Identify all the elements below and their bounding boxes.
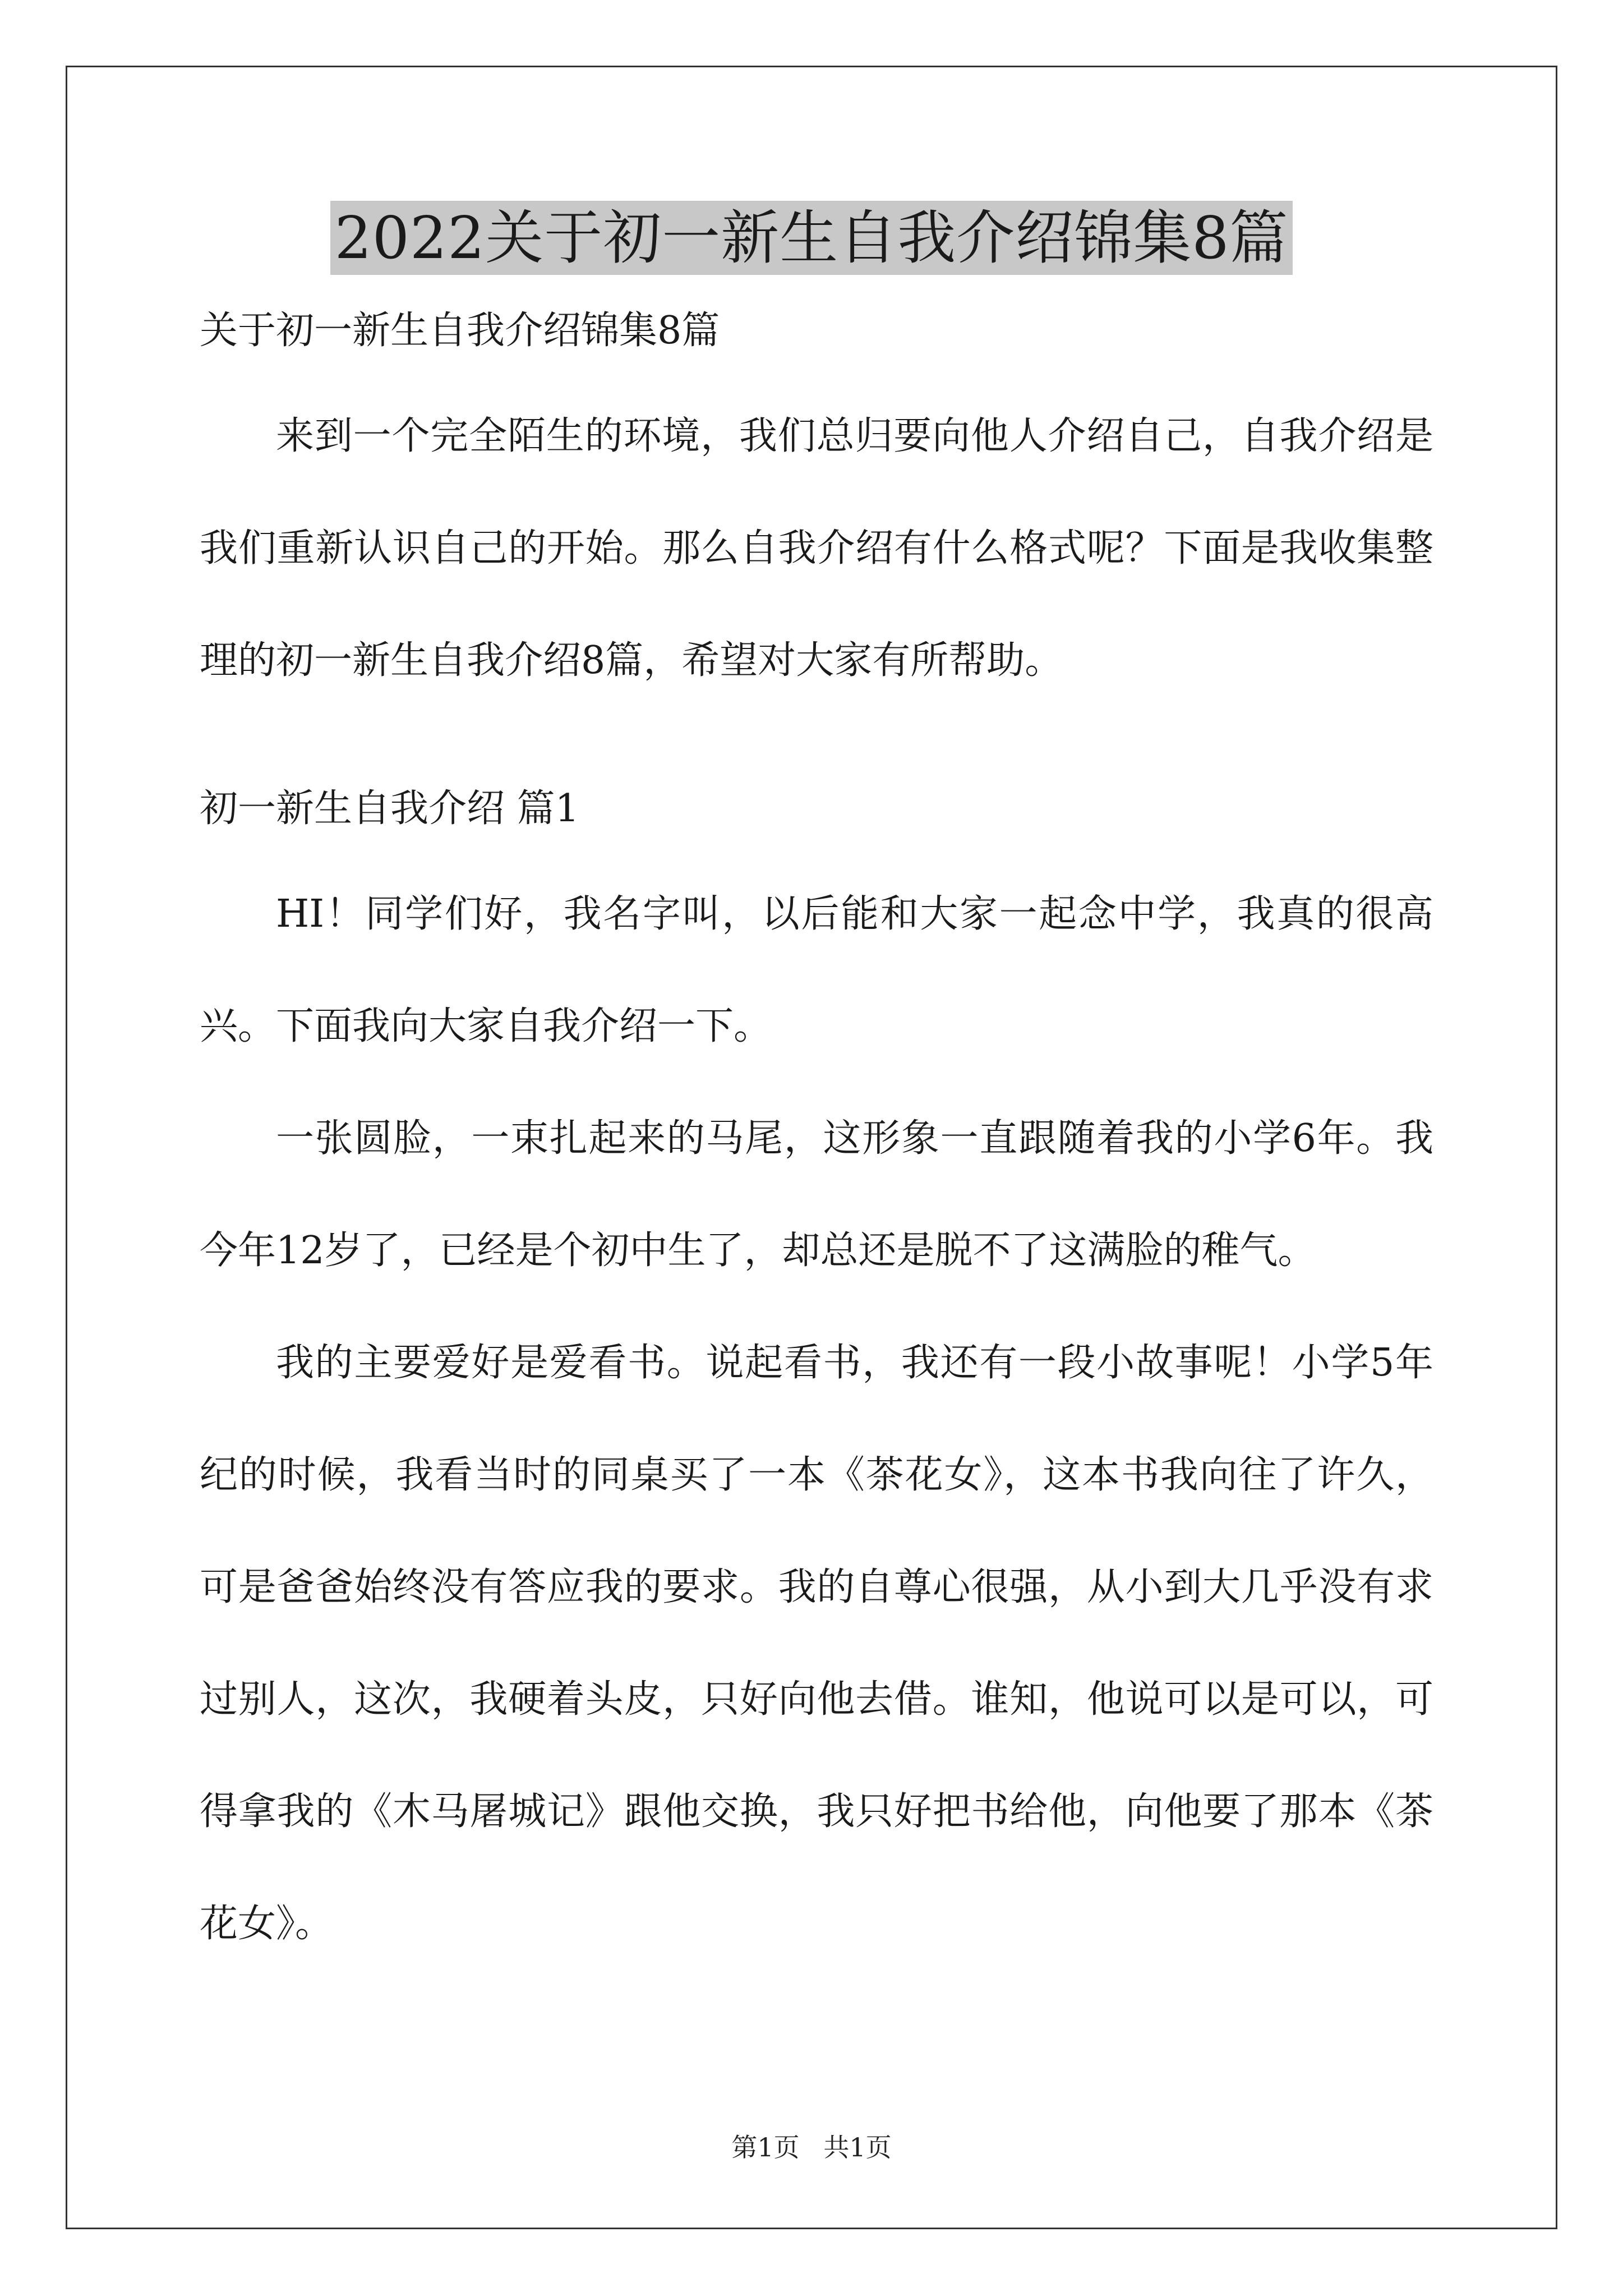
page-footer — [0, 2132, 1623, 2163]
paragraph-3: 我的主要爱好是爱看书。说起看书，我还有一段小故事呢！小学5年纪的时候，我看当时的同桌买了一本《茶花女》，这本书我向往了许久，可是爸爸始终没有答应我的要求。我的自尊心很强，从小到大几乎没有求过别人，这次，我硬着头皮，只好向他去借。谁知，他说可以是可以，可得拿我的《木马屠城记》跟他交换，我只好把书给他，向他要了那本《茶花女》。 — [200, 1341, 1433, 1946]
document-body — [200, 309, 1433, 1980]
paragraph-2: 一张圆脸，一束扎起来的马尾，这形象一直跟随着我的小学6年。我今年12岁了，已经是个初中生了，却总还是脱不了这满脸的稚气。 — [200, 1116, 1433, 1273]
page-total: 共1页 — [823, 2132, 892, 2162]
section-heading: 初一新生自我介绍 篇1 — [200, 786, 579, 831]
paragraph-1: HI！同学们好，我名字叫，以后能和大家一起念中学，我真的很高兴。下面我向大家自我介绍一下。 — [200, 892, 1433, 1048]
document-title: 2022关于初一新生自我介绍锦集8篇 — [330, 201, 1293, 275]
title-wrap — [0, 201, 1623, 275]
document-subtitle: 关于初一新生自我介绍锦集8篇 — [200, 309, 720, 353]
intro-paragraph: 来到一个完全陌生的环境，我们总归要向他人介绍自己，自我介绍是我们重新认识自己的开始。那么自我介绍有什么格式呢？下面是我收集整理的初一新生自我介绍8篇，希望对大家有所帮助。 — [200, 414, 1433, 683]
page-number: 第1页 — [731, 2132, 800, 2162]
